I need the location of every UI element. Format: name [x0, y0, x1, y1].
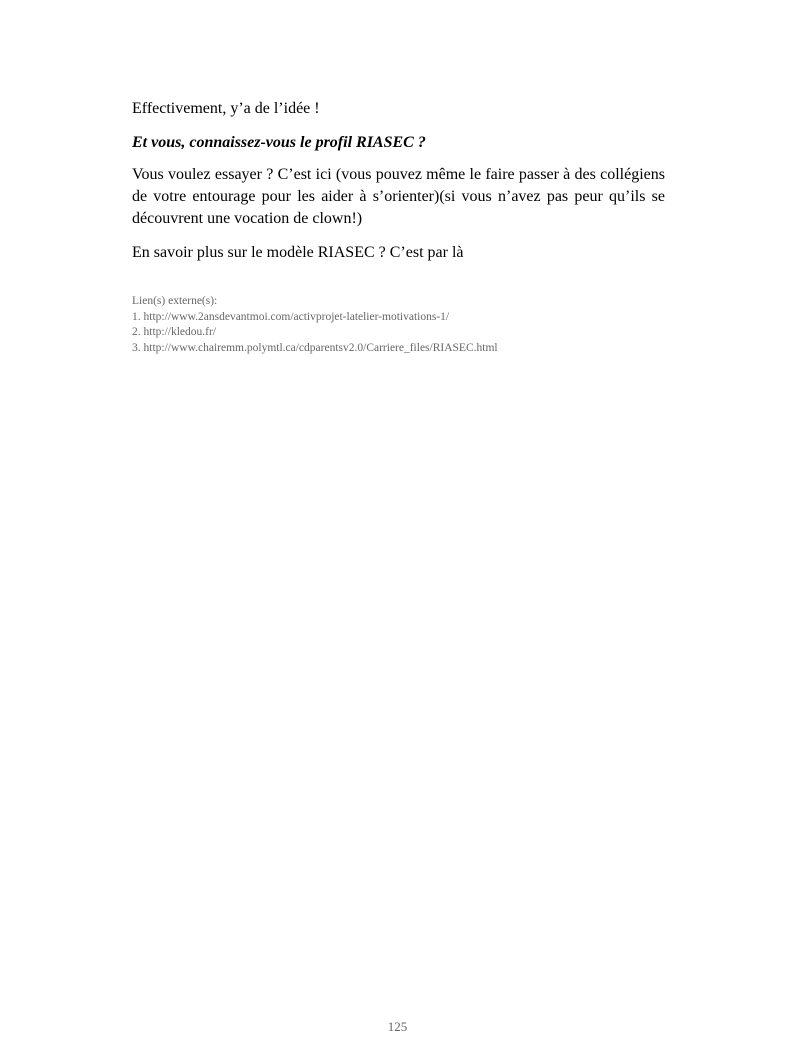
subheading-riasec: Et vous, connaissez-vous le profil RIASEC ?	[132, 134, 426, 151]
external-link-1[interactable]: 1. http://www.2ansdevantmoi.com/activprojet-latelier-motivations-1/	[132, 310, 450, 323]
paragraph-en-savoir-plus: En savoir plus sur le modèle RIASEC ? C’est par là	[132, 244, 464, 261]
document-body	[132, 98, 665, 356]
external-links-heading: Lien(s) externe(s):	[132, 295, 218, 307]
external-links-section	[132, 294, 665, 356]
external-link-2[interactable]: 2. http://kledou.fr/	[132, 326, 217, 338]
paragraph-essayer: Vous voulez essayer ? C’est ici (vous pouvez même le faire passer à des collégiens de votre entourage pour les aider à s’orienter)(si vous n’avez pas peur qu’ils se découvrent une vocation de clown!)	[132, 166, 665, 227]
page-number: 125	[387, 1019, 408, 1034]
paragraph-intro: Effectivement, y’a de l’idée !	[132, 100, 320, 117]
external-link-3[interactable]: 3. http://www.chairemm.polymtl.ca/cdparentsv2.0/Carriere_files/RIASEC.html	[132, 341, 498, 354]
